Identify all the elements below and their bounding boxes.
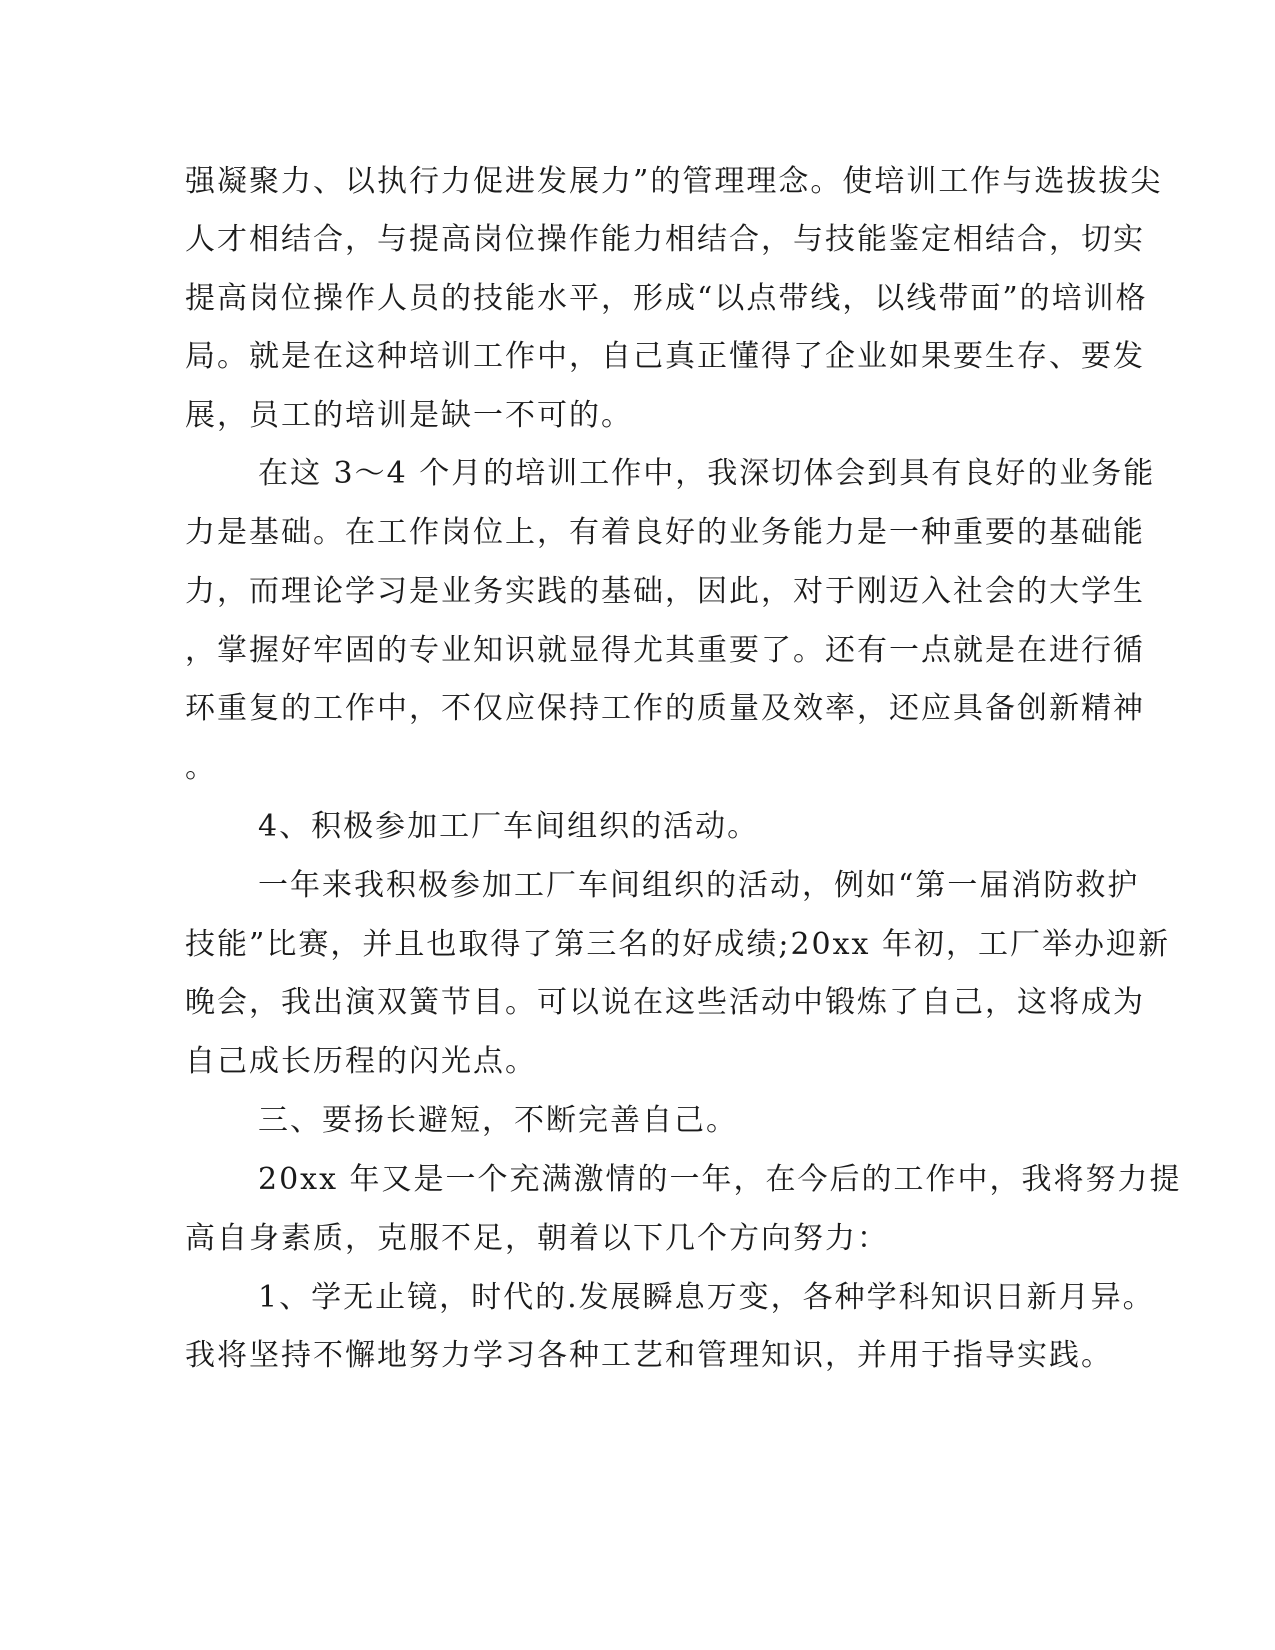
- text-line: 1、学无止镜，时代的.发展瞬息万变，各种学科知识日新月异。: [258, 1280, 1155, 1315]
- text-line: 。: [185, 750, 217, 785]
- text-line: 强凝聚力、以执行力促进发展力”的管理理念。使培训工作与选拔拔尖: [185, 164, 1163, 199]
- text-line: 高自身素质，克服不足，朝着以下几个方向努力：: [185, 1221, 889, 1256]
- text-line: 技能”比赛，并且也取得了第三名的好成绩;20xx 年初，工厂举办迎新: [185, 927, 1170, 962]
- text-line: ，掌握好牢固的专业知识就显得尤其重要了。还有一点就是在进行循: [185, 633, 1145, 668]
- section-heading: 三、要扬长避短，不断完善自己。: [258, 1103, 738, 1138]
- text-line: 自己成长历程的闪光点。: [185, 1044, 537, 1079]
- text-line: 在这 3～4 个月的培训工作中，我深切体会到具有良好的业务能: [258, 456, 1156, 491]
- text-line: 人才相结合，与提高岗位操作能力相结合，与技能鉴定相结合，切实: [185, 222, 1145, 257]
- text-line: 力是基础。在工作岗位上，有着良好的业务能力是一种重要的基础能: [185, 515, 1145, 550]
- text-line: 力，而理论学习是业务实践的基础，因此，对于刚迈入社会的大学生: [185, 574, 1145, 609]
- text-line: 局。就是在这种培训工作中，自己真正懂得了企业如果要生存、要发: [185, 339, 1145, 374]
- section-heading: 4、积极参加工厂车间组织的活动。: [258, 809, 760, 844]
- text-line: 提高岗位操作人员的技能水平，形成“以点带线，以线带面”的培训格: [185, 281, 1148, 316]
- text-line: 晚会，我出演双簧节目。可以说在这些活动中锻炼了自己，这将成为: [185, 985, 1145, 1020]
- text-line: 展，员工的培训是缺一不可的。: [185, 398, 633, 433]
- text-line: 一年来我积极参加工厂车间组织的活动，例如“第一届消防救护: [258, 868, 1140, 903]
- text-line: 环重复的工作中，不仅应保持工作的质量及效率，还应具备创新精神: [185, 691, 1145, 726]
- text-line: 20xx 年又是一个充满激情的一年，在今后的工作中，我将努力提: [258, 1162, 1182, 1197]
- text-line: 我将坚持不懈地努力学习各种工艺和管理知识，并用于指导实践。: [185, 1338, 1113, 1373]
